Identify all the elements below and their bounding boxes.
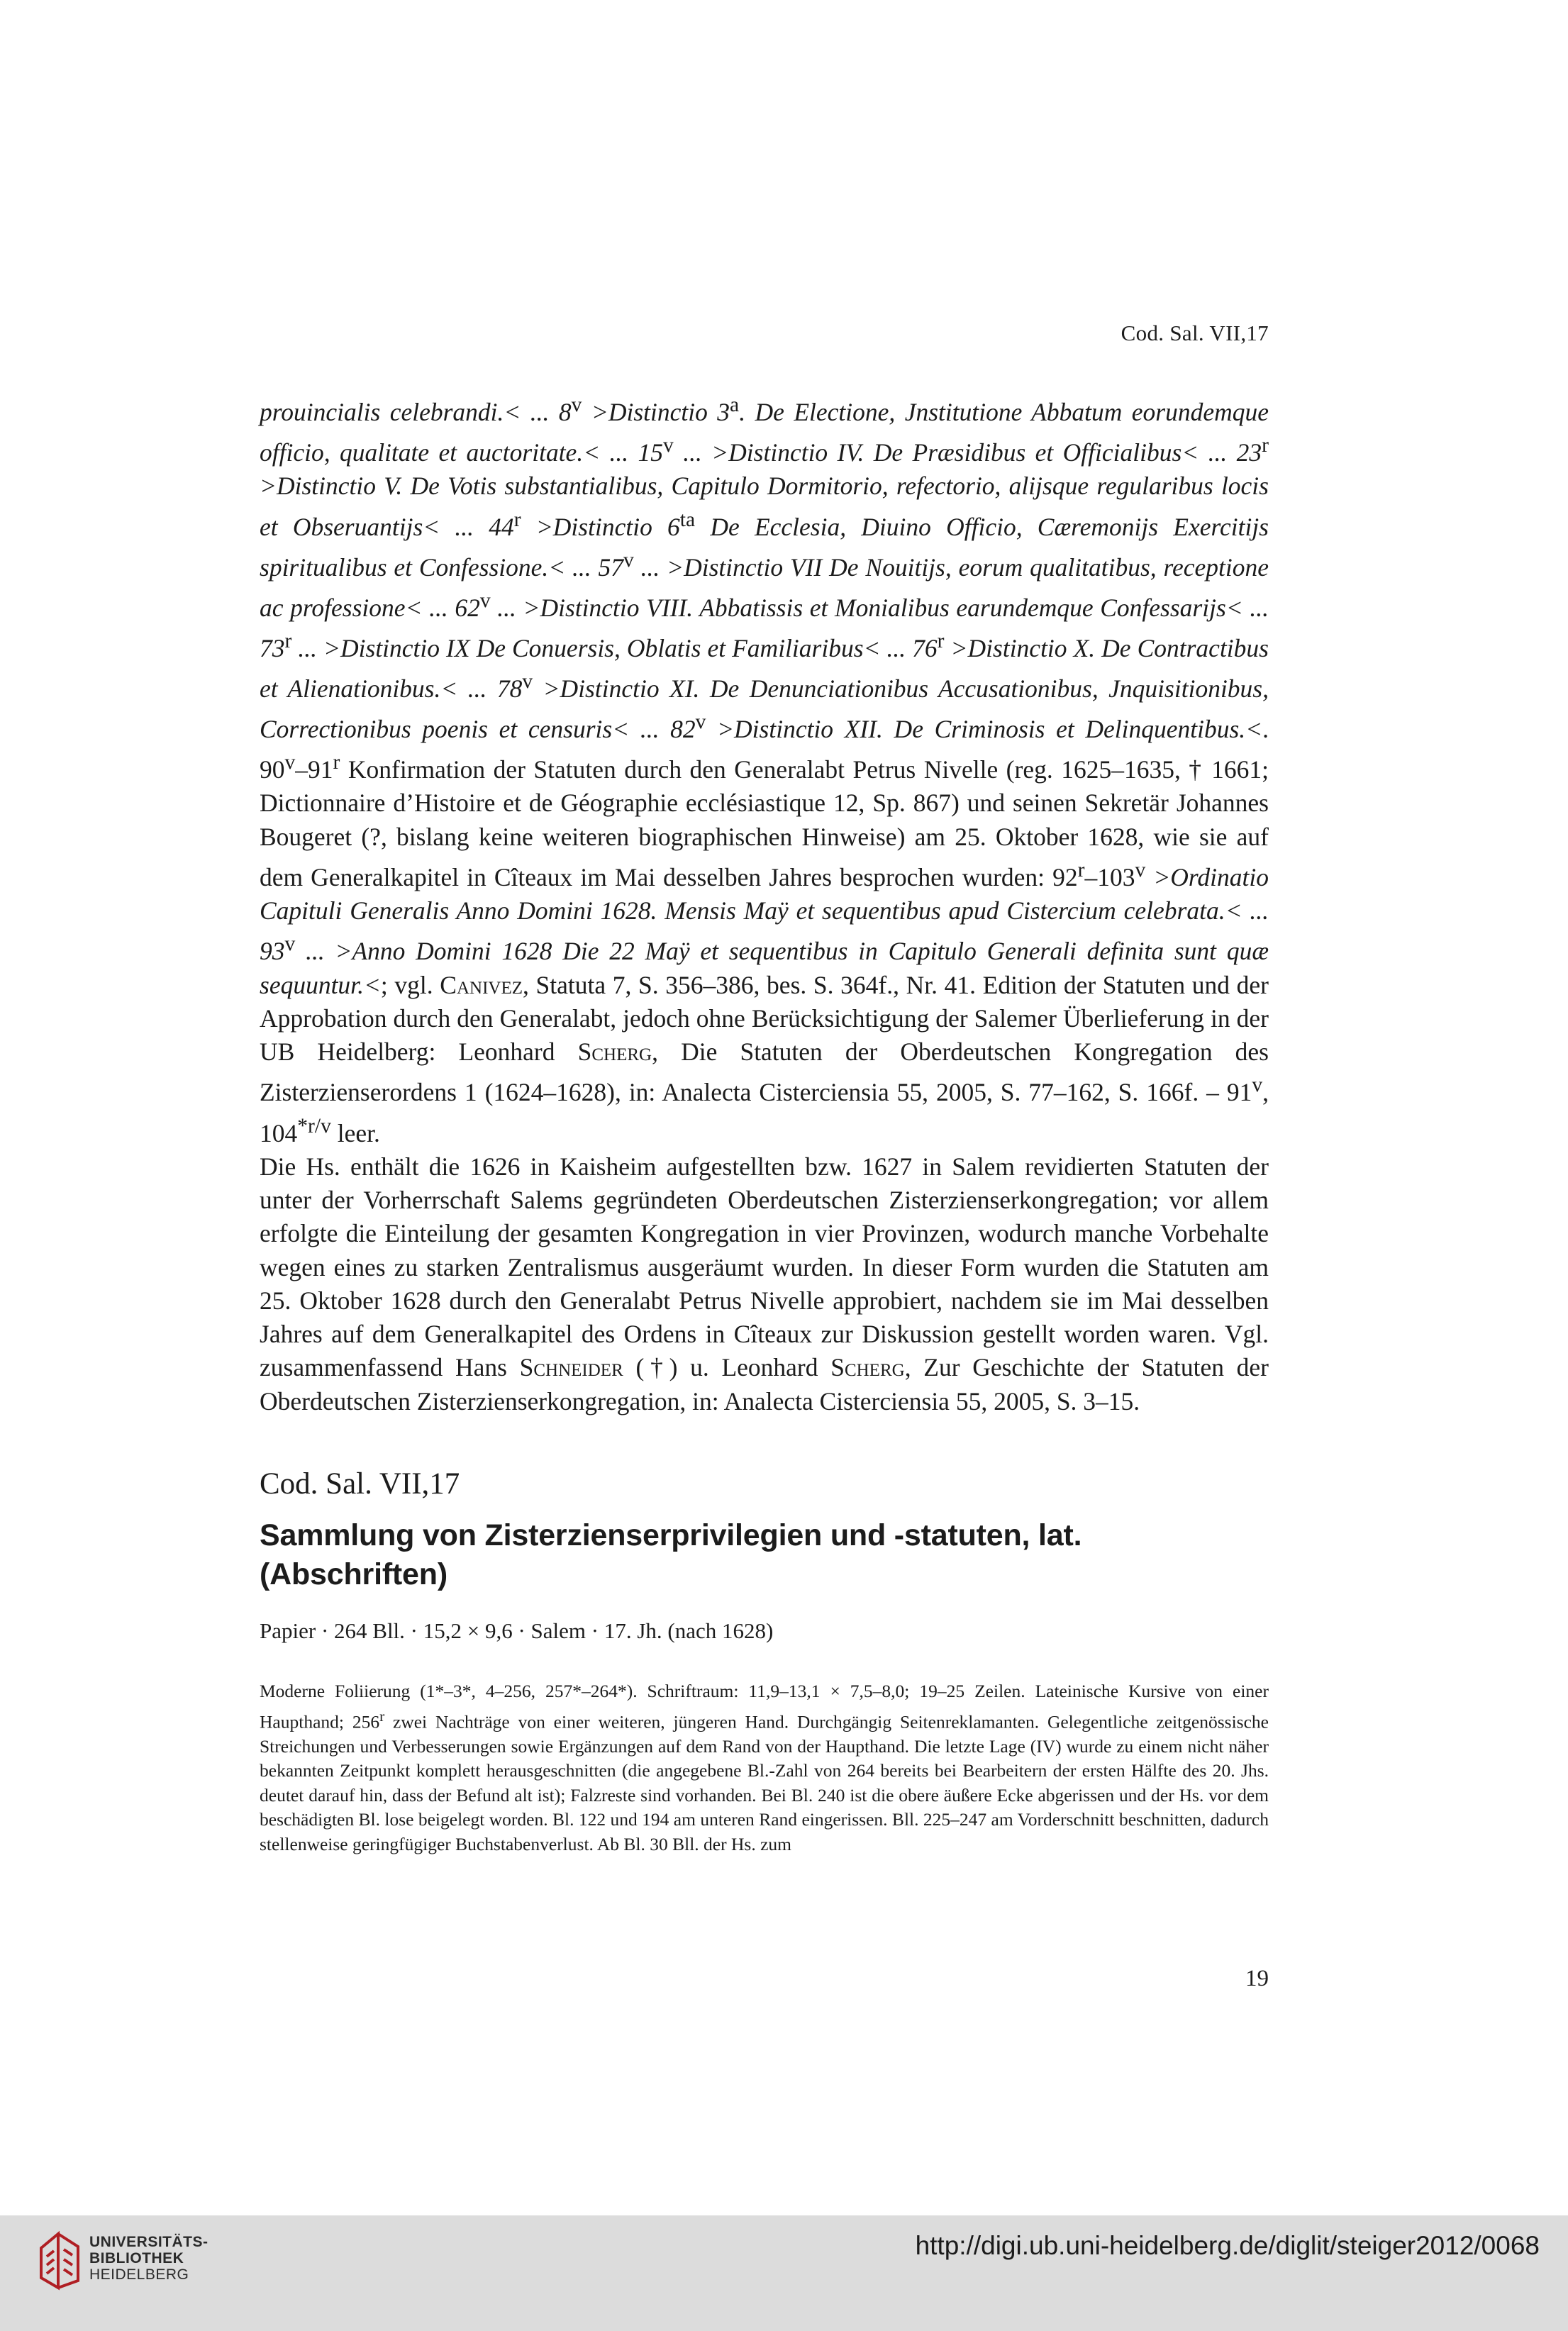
- source-url-link[interactable]: http://digi.ub.uni-heidelberg.de/diglit/steiger2012/0068: [915, 2231, 1540, 2260]
- library-logo-icon: [37, 2228, 84, 2293]
- codicological-description: [260, 1679, 1269, 1857]
- entry-shelfmark: Cod. Sal. VII,17: [260, 1467, 460, 1501]
- paragraph-commentary: Die Hs. enthält die 1626 in Kaisheim aufgestellten bzw. 1627 in Salem revidierten Statuten der unter der Vorherrschaft Salems gegründeten Oberdeutschen Zisterzienserkongregation; vor allem erfolgte die Einteilung der gesamten Kongregation in vier Provinzen, wodurch manche Vorbehalte wegen eines zu starken Zentralismus ausgeräumt wurden. In dieser Form wurden die Statuten am 25. Oktober 1628 durch den Generalabt Petrus Nivelle approbiert, nachdem sie im Mai desselben Jahres auf dem Generalkapitel des Ordens in Cîteaux zur Diskussion gestellt worden waren. Vgl. zusammenfassend Hans Schneider (†) u. Leonhard Scherg, Zur Geschichte der Statuten der Oberdeutschen Zisterzienserkongregation, in: Analecta Cisterciensia 55, 2005, S. 3–15.: [260, 1152, 1269, 1415]
- paragraph-contents-continued: prouincialis celebrandi.< ... $8^v$ >Distinctio 3$^a$. De Electione, Jnstitutione Abbatum eorundemque officio, qualitate et auctoritate.< ... 15$^v$ ... >Distinctio IV. De Præsidibus et Officialibus< ... $23^r$ >Distinctio V. De Votis substantialibus, Capitulo Dormitorio, refectorio, alijsque regularibus locis et Obseruantijs< ... $44^r$ >Distinctio $6^{ta}$ De Ecclesia, Diuino Officio, Cæremonijs Exercitijs spiritualibus et Confessione.< ... 57$^v$ ... >Distinctio VII De Nouitijs, eorum qualitatibus, receptione ac professione< ... 62$^v$ ... >Distinctio VIII. Abbatissis et Monialibus earundemque Confessarijs< ... 73$^r$ ... >Distinctio IX De Conuersis, Oblatis et Familiaribus< ... $76^r$ >Distinctio X. De Contractibus et Alienationibus.< ... $78^v$ >Distinctio XI. De Denunciationibus Accusationibus, Jnquisitionibus, Correctionibus poenis et censuris< ... $82^v$ >Distinctio XII. De Criminosis et Delinquentibus.<. 90$^v$–91$^r$ Konfirmation der Statuten durch den Generalabt Petrus Nivelle (reg. 1625–1635, † 1661; Dictionnaire d’Histoire et de Géographie ecclésiastique 12, Sp. 867) und seinen Sekretär Johannes Bougeret (?, bislang keine weiteren biographischen Hinweise) am 25. Oktober 1628, wie sie auf dem Generalkapitel in Cîteaux im Mai desselben Jahres besprochen wurden: $92^r-103^v$ >Ordinatio Capituli Generalis Anno Domini 1628. Mensis Maÿ et sequentibus apud Cistercium celebrata.< ... 93$^v$ ... >Anno Domini 1628 Die 22 Maÿ et sequentibus in Capitulo Generali definita sunt quæ sequuntur.<; vgl. Canivez, Statuta 7, S. 356–386, bes. S. 364f., Nr. 41. Edition der Statuten und der Approbation durch den Generalabt, jedoch ohne Berücksichtigung der Salemer Überlieferung in der UB Heidelberg: Leonhard Scherg, Die Statuten der Oberdeutschen Kongregation des Zisterzienserordens 1 (1624–1628), in: Analecta Cisterciensia 55, 2005, S. 77–162, S. 166f. – 91$^v$, $104^{*r/v}$ leer.: [260, 394, 1269, 1147]
- entry-physical-data: Papier · 264 Bll. · 15,2 × 9,6 · Salem · 17. Jh. (nach 1628): [260, 1618, 774, 1643]
- entry-title: [260, 1516, 1269, 1594]
- running-header: Cod. Sal. VII,17: [1121, 321, 1269, 345]
- entry-title-line: (Abschriften): [260, 1557, 447, 1591]
- continuation-text: [260, 389, 1269, 1418]
- library-logo-text: UNIVERSITÄTS- BIBLIOTHEK HEIDELBERG: [89, 2234, 208, 2283]
- page-number: 19: [1245, 1966, 1269, 1991]
- entry-title-line: Sammlung von Zisterzienserprivilegien und -statuten, lat.: [260, 1518, 1082, 1552]
- description-paragraph: Moderne Foliierung (1*–3*, 4–256, 257*–264*). Schriftraum: 11,9–13,1 × 7,5–8,0; 19–25 Zeilen. Lateinische Kursive von einer Haupthand; 256$^r$ zwei Nachträge von einer weiteren, jüngeren Hand. Durchgängig Seitenreklamanten. Gelegentliche zeitgenössische Streichungen und Verbesserungen sowie Ergänzungen auf dem Rand von der Haupthand. Die letzte Lage (IV) wurde zu einem nicht näher bekannten Zeitpunkt komplett herausgeschnitten (die angegebene Bl.-Zahl von 264 bereits bei Bearbeitern der ersten Hälfte des 20. Jhs. deutet darauf hin, dass der Befund alt ist); Falzreste sind vorhanden. Bei Bl. 240 ist die obere äußere Ecke abgerissen und der Hs. vor dem beschädigten Bl. lose beigelegt worden. Bl. 122 und 194 am unteren Rand eingerissen. Bll. 225–247 am Vorderschnitt beschnitten, dadurch stellenweise geringfügiger Buchstabenverlust. Ab Bl. 30 Bll. der Hs. zum: [260, 1681, 1269, 1855]
- digitization-footer: [0, 2215, 1568, 2331]
